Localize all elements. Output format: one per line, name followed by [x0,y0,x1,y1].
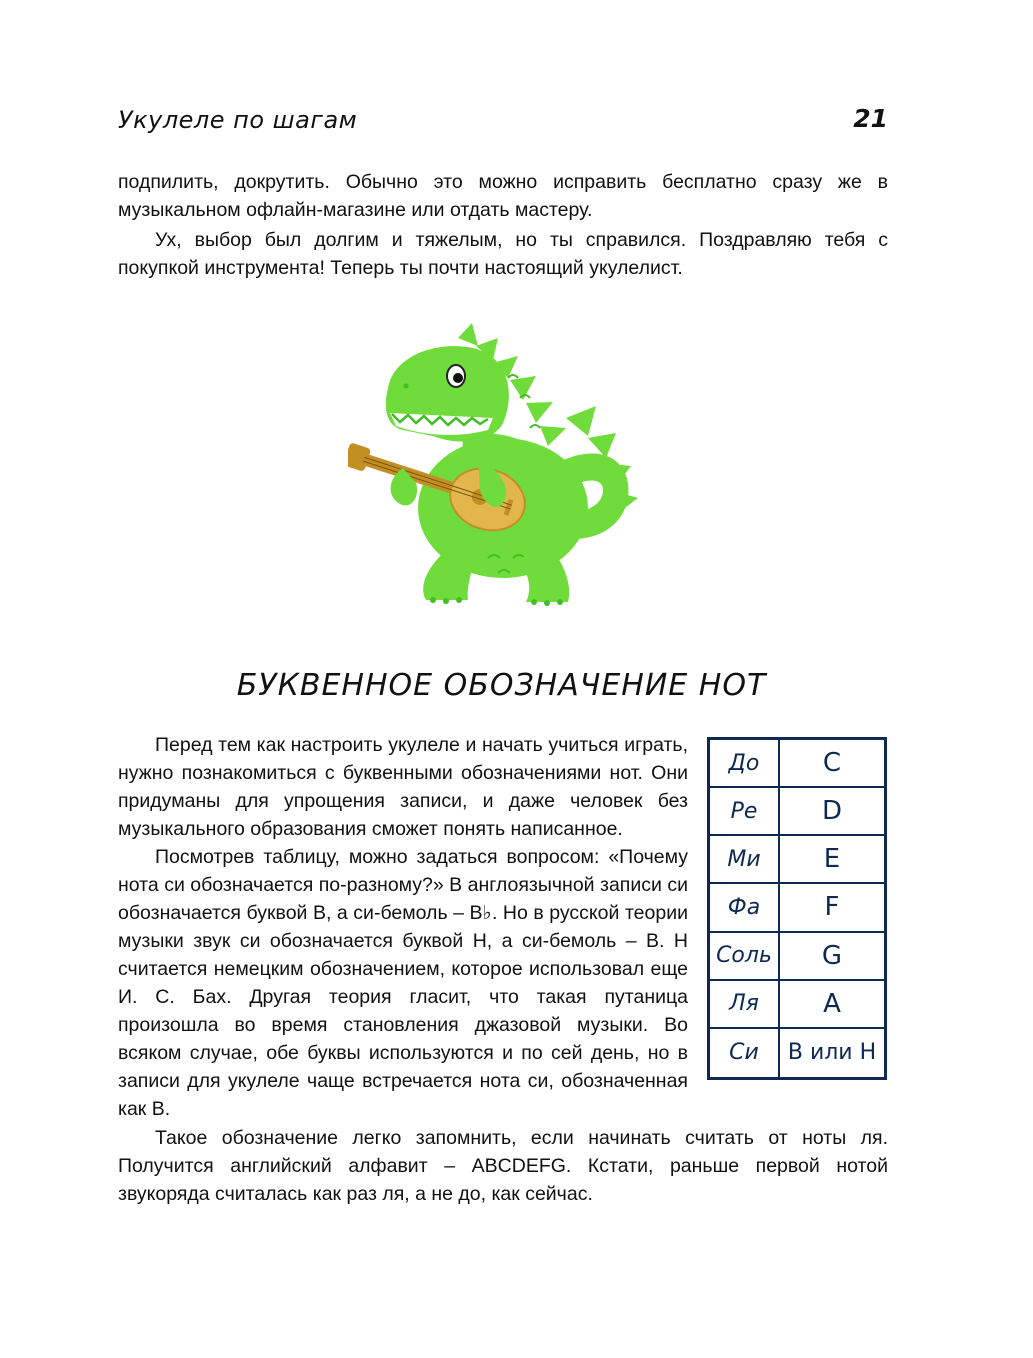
table-cell-en: G [780,933,884,981]
table-cell-ru: Ми [710,836,780,884]
table-cell-en: B или H [787,1040,877,1066]
table-cell-en: E [780,836,884,884]
table-cell-ru: До [710,740,780,788]
note-letters-table [707,737,887,1080]
table-cell-ru: Соль [710,933,780,981]
running-title: Укулеле по шагам [118,106,358,134]
dinosaur-ukulele-icon [348,318,648,610]
table-cell-ru: Ля [710,981,780,1029]
paragraph-note-si: Посмотрев таблицу, можно задаться вопросом: «Почему нота си обозначается по-разному?» В англоязычной записи си обозначается буквой B, а си-бемоль – B♭. Но в русской теории музыки звук си обозначается буквой H, а си-бемоль – B. H считается немецким обозначением, которое использовал еще И. С. Бах. Другая теория гласит, что такая путаница произошла во время становления джазовой музыки. Во всяком случае, обе буквы используются и по сей день, но в записи для укулеле чаще встречается нота си, обозначенная как B. [118,846,688,1120]
table-cell-en: C [780,740,884,788]
paragraph-intro-notes: Перед тем как настроить укулеле и начать учиться играть, нужно познакомиться с буквенными обозначениями нот. Они придуманы для упрощения записи, и даже человек без музыкального образования сможет понять написанное. [118,734,688,840]
table-cell-ru: Ре [710,788,780,836]
table-cell-en: D [780,788,884,836]
paragraph-alphabet: Такое обозначение легко запомнить, если начинать считать от ноты ля. Получится английский алфавит – ABCDEFG. Кстати, раньше первой нотой звукоряда считалась как раз ля, а не до, как сейчас. [118,1127,888,1205]
section-heading: БУКВЕННОЕ ОБОЗНАЧЕНИЕ НОТ [236,668,767,703]
table-cell-en: A [780,981,884,1029]
table-cell-ru: Си [710,1029,780,1077]
paragraph-congratulations: Ух, выбор был долгим и тяжелым, но ты справился. Поздравляю тебя с покупкой инструмента! Теперь ты почти настоящий укулелист. [118,229,888,279]
table-cell-en: F [780,884,884,932]
page-number: 21 [853,104,888,133]
paragraph-continuation: подпилить, докрутить. Обычно это можно исправить бесплатно сразу же в музыкальном офлайн-магазине или отдать мастеру. [118,171,888,221]
table-cell-ru: Фа [710,884,780,932]
